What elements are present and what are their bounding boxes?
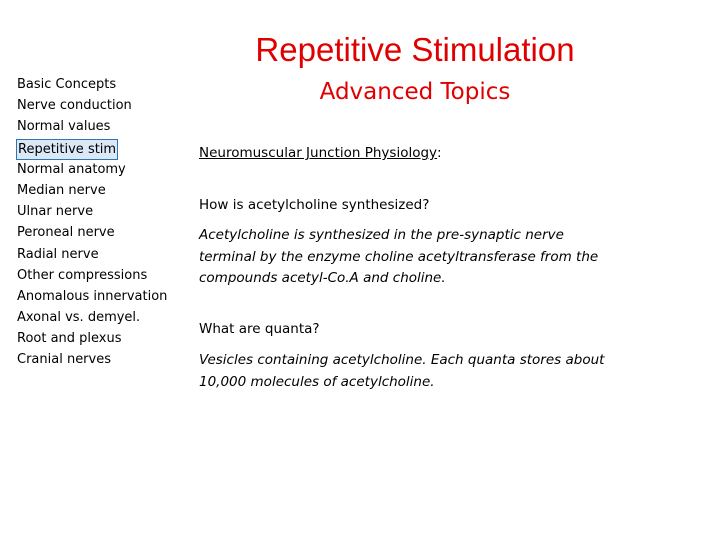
sidebar-item-median-nerve[interactable]: Median nerve: [17, 182, 106, 198]
sidebar-item-cranial-nerves[interactable]: Cranial nerves: [17, 352, 111, 368]
section-heading: [199, 145, 442, 161]
section-heading-text: Neuromuscular Junction Physiology: [199, 145, 438, 161]
sidebar-item-peroneal-nerve[interactable]: Peroneal nerve: [17, 225, 115, 241]
sidebar-item-anomalous-innervation[interactable]: Anomalous innervation: [17, 288, 168, 304]
sidebar-item-other-compressions[interactable]: Other compressions: [17, 267, 148, 283]
page-title: Repetitive Stimulation: [255, 31, 575, 68]
sidebar-item-root-and-plexus[interactable]: Root and plexus: [17, 331, 122, 347]
sidebar-item-nerve-conduction[interactable]: Nerve conduction: [17, 98, 132, 114]
answer-1: Acetylcholine is synthesized in the pre-synaptic nerve terminal by the enzyme choline acetyltransferase from the compounds acetyl-Co.A and choline.: [199, 227, 599, 286]
sidebar-item-basic-concepts[interactable]: Basic Concepts: [17, 77, 117, 92]
sidebar-item-normal-anatomy[interactable]: Normal anatomy: [17, 161, 126, 177]
sidebar-item-normal-values[interactable]: Normal values: [17, 119, 111, 135]
sidebar-item-ulnar-nerve[interactable]: Ulnar nerve: [17, 204, 94, 220]
sidebar-item-axonal-vs-demyel[interactable]: Axonal vs. demyel.: [17, 310, 141, 326]
answer-2: Vesicles containing acetylcholine. Each quanta stores about 10,000 molecules of acetylcholine.: [199, 352, 605, 390]
sidebar-item-repetitive-stim[interactable]: Repetitive stim: [16, 139, 118, 160]
question-1: How is acetylcholine synthesized?: [199, 197, 430, 213]
question-2: What are quanta?: [199, 321, 320, 337]
sidebar-item-radial-nerve[interactable]: Radial nerve: [17, 246, 99, 262]
sidebar-nav: [17, 74, 187, 371]
section-heading-colon: :: [437, 145, 442, 161]
page-subtitle: Advanced Topics: [319, 79, 511, 105]
